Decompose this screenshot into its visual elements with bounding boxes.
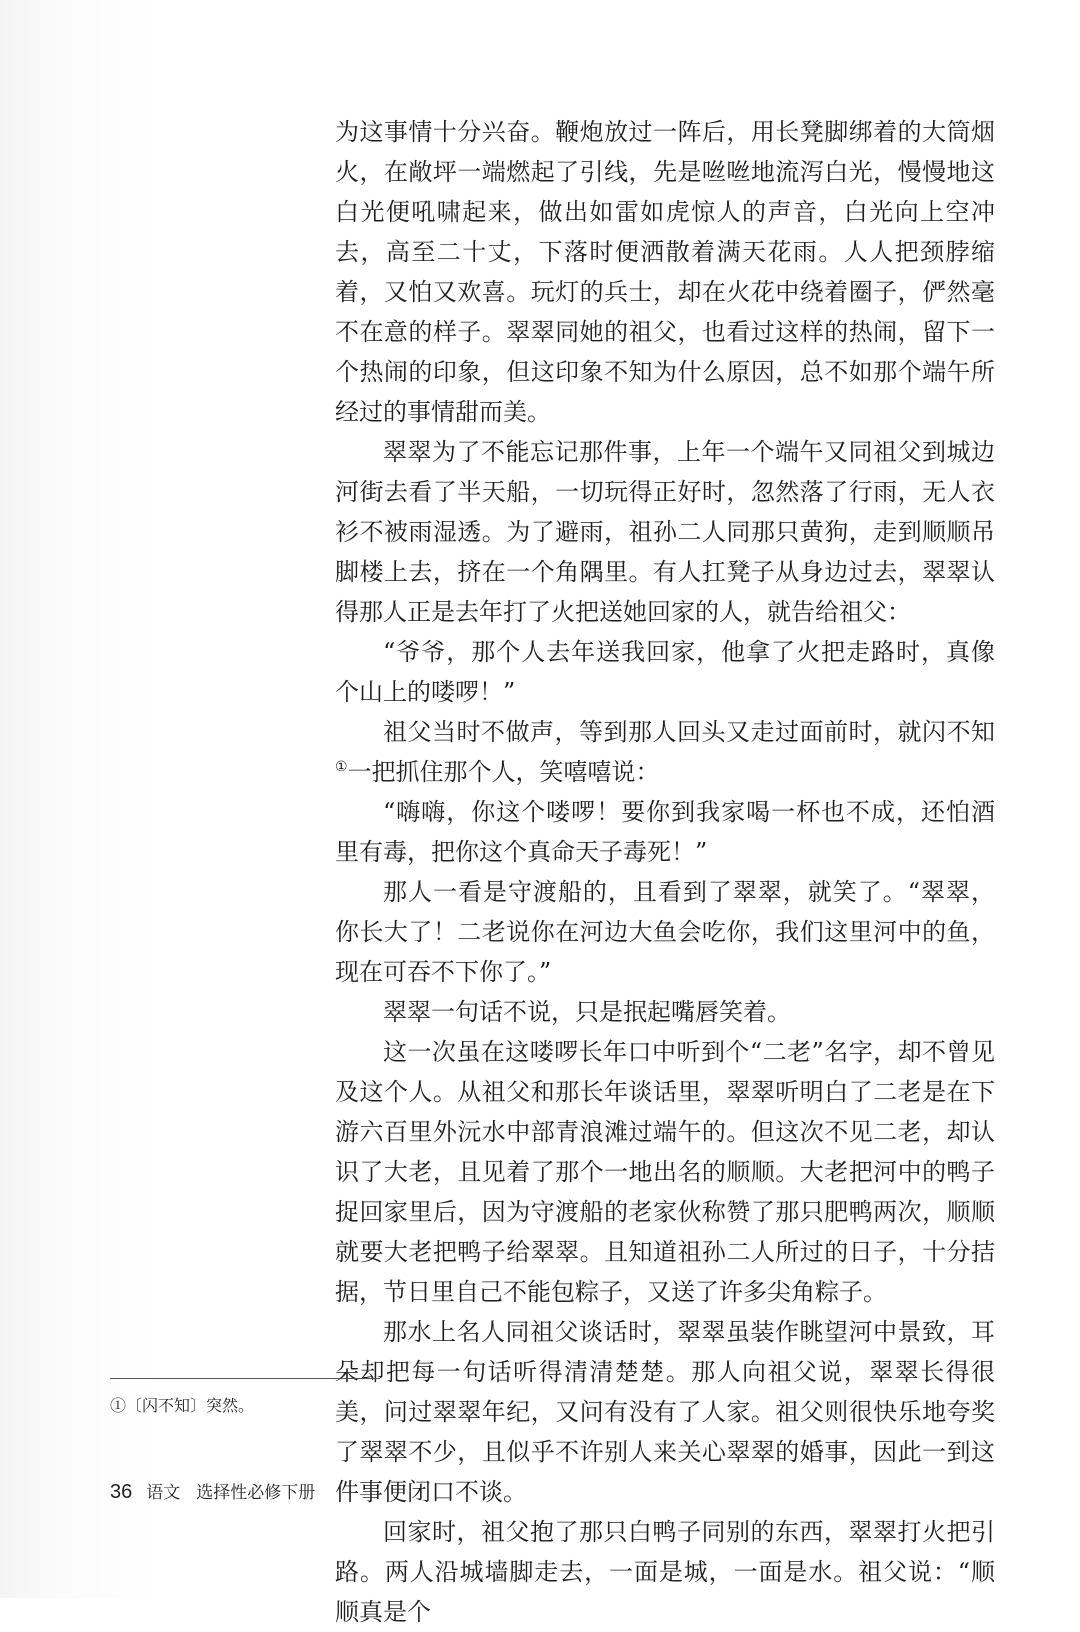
paragraph: “嗨嗨，你这个喽啰！要你到我家喝一杯也不成，还怕酒里有毒，把你这个真命天子毒死！” bbox=[335, 798, 995, 866]
volume-label: 选择性必修下册 bbox=[196, 1483, 316, 1503]
paragraph: 翠翠一句话不说，只是抿起嘴唇笑着。 bbox=[383, 998, 791, 1026]
paragraph: “爷爷，那个人去年送我回家，他拿了火把走路时，真像个山上的喽啰！” bbox=[335, 638, 995, 706]
paragraph-with-footnote-ref bbox=[335, 712, 995, 792]
body-text bbox=[335, 112, 995, 1632]
paragraph-text: 一把抓住那个人，笑嘻嘻说： bbox=[347, 758, 660, 786]
footnote-marker: ① bbox=[335, 759, 348, 775]
page-footer bbox=[110, 1480, 315, 1505]
footnote: ①〔闪不知〕突然。 bbox=[110, 1396, 255, 1415]
page-number: 36 bbox=[110, 1481, 133, 1503]
paragraph: 翠翠为了不能忘记那件事，上年一个端午又同祖父到城边河街去看了半天船，一切玩得正好时，忽然落了行雨，无人衣衫不被雨湿透。为了避雨，祖孙二人同那只黄狗，走到顺顺吊脚楼上去，挤在一个角隅里。有人扛凳子从身边过去，翠翠认得那人正是去年打了火把送她回家的人，就告给祖父： bbox=[335, 438, 995, 626]
paragraph-text: 祖父当时不做声，等到那人回头又走过面前时，就闪不知 bbox=[383, 718, 995, 746]
paragraph: 回家时，祖父抱了那只白鸭子同别的东西，翠翠打火把引路。两人沿城墙脚走去，一面是城，一面是水。祖父说：“顺顺真是个 bbox=[335, 1518, 995, 1626]
paragraph: 这一次虽在这喽啰长年口中听到个“二老”名字，却不曾见及这个人。从祖父和那长年谈话里，翠翠听明白了二老是在下游六百里外沅水中部青浪滩过端午的。但这次不见二老，却认识了大老，且见着了那个一地出名的顺顺。大老把河中的鸭子捉回家里后，因为守渡船的老家伙称赞了那只肥鸭两次，顺顺就要大老把鸭子给翠翠。且知道祖孙二人所过的日子，十分拮据，节日里自己不能包粽子，又送了许多尖角粽子。 bbox=[335, 1038, 995, 1306]
paragraph: 那水上名人同祖父谈话时，翠翠虽装作眺望河中景致，耳朵却把每一句话听得清清楚楚。那人向祖父说，翠翠长得很美，问过翠翠年纪，又问有没有了人家。祖父则很快乐地夸奖了翠翠不少，且似乎不许别人来关心翠翠的婚事，因此一到这件事便闭口不谈。 bbox=[335, 1318, 995, 1506]
paragraph: 那人一看是守渡船的，且看到了翠翠，就笑了。“翠翠，你长大了！二老说你在河边大鱼会吃你，我们这里河中的鱼，现在可吞不下你了。” bbox=[335, 878, 995, 986]
paragraph: 为这事情十分兴奋。鞭炮放过一阵后，用长凳脚绑着的大筒烟火，在敞坪一端燃起了引线，先是咝咝地流泻白光，慢慢地这白光便吼啸起来，做出如雷如虎惊人的声音，白光向上空冲去，高至二十丈，下落时便洒散着满天花雨。人人把颈脖缩着，又怕又欢喜。玩灯的兵士，却在火花中绕着圈子，俨然毫不在意的样子。翠翠同她的祖父，也看过这样的热闹，留下一个热闹的印象，但这印象不知为什么原因，总不如那个端午所经过的事情甜而美。 bbox=[335, 118, 995, 426]
subject-label: 语文 bbox=[146, 1483, 181, 1503]
footnote-divider bbox=[110, 1378, 380, 1379]
